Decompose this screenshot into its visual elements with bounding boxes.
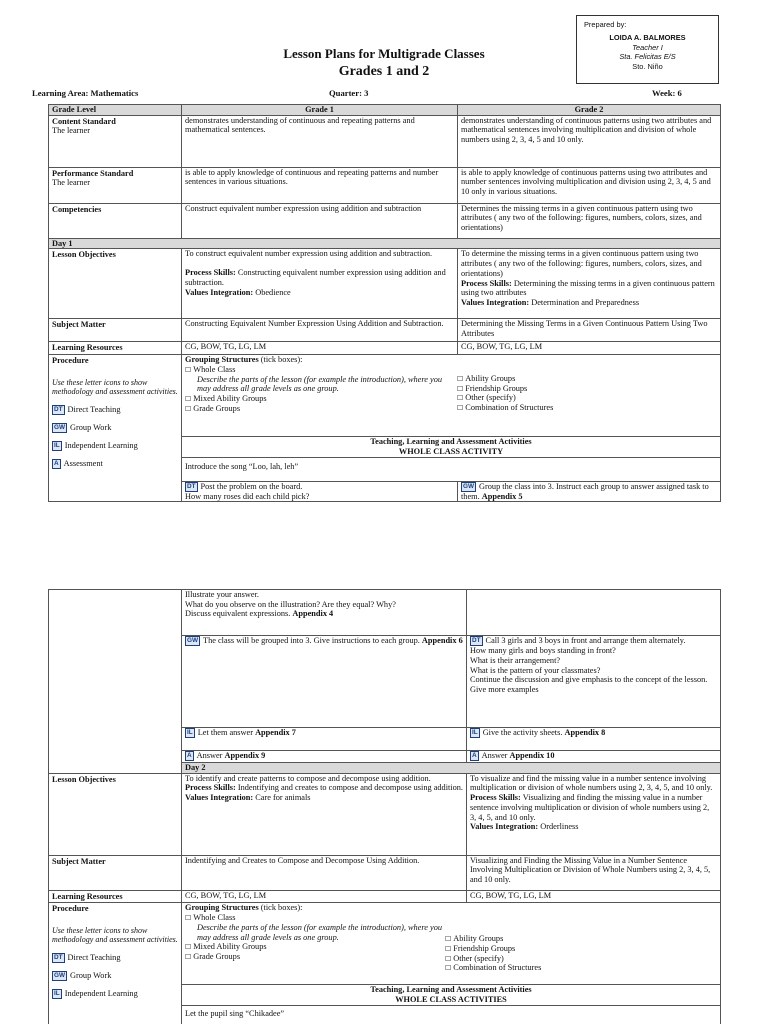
gw-icon: GW [54, 972, 66, 980]
il-icon: IL [472, 729, 478, 737]
appendix-9: Appendix 9 [224, 751, 266, 760]
day2-subject-matter-label: Subject Matter [49, 855, 182, 890]
process-skills-label: Process Skills: [461, 278, 512, 288]
day2-resources-row [49, 890, 721, 903]
dt-icon: DT [187, 482, 196, 490]
school-name: Sta. Felicitas E/S [619, 52, 676, 62]
day2-g1-process-skills: Indentifying and creates to compose and decompose using addition. [235, 783, 463, 793]
day1-row [49, 238, 721, 249]
process-skills-label: Process Skills: [470, 793, 521, 803]
day2-g2-objective: To visualize and find the missing value in a number sentence involving multiplication or division of whole numbers using 2, 3, 4, 5, and 10 only. [470, 773, 713, 793]
g2-question-3: What is the pattern of your classmates? [470, 665, 601, 675]
g2-subject-matter: Determining the Missing Terms in a Given Continuous Pattern Using Two Attributes [458, 319, 721, 342]
il-icon: IL [54, 441, 60, 449]
il-icon: IL [187, 729, 193, 737]
values-integration-label: Values Integration: [470, 822, 539, 832]
learning-resources-label: Learning Resources [49, 342, 182, 355]
process-skills-label: Process Skills: [185, 268, 236, 278]
grade-groups-label: Grade Groups [193, 403, 241, 413]
a-icon: A [472, 752, 477, 760]
g2-a-text: Answer [481, 751, 508, 760]
day2-g2-process-skills: Visualizing and finding the missing value in a number sentence involving multiplication or division of whole numbers using 2, 3, 4, 5, and 10 only. [470, 793, 710, 822]
g2-process-skills: Determining the missing terms in a given continuous pattern using two attributes [461, 278, 715, 298]
direct-teaching-label: Direct Teaching [67, 404, 121, 414]
g2-content-standard: demonstrates understanding of continuous patterns using two attributes and mathematical sentences involving multiplication and division of whole numbers using 2, 3, 4, 5 and 10 only. [458, 115, 721, 167]
page-title: Lesson Plans for Multigrade Classes [283, 46, 485, 61]
g1-competencies: Construct equivalent number expression using addition and subtraction [182, 203, 458, 238]
g1-dt-text-2: How many roses did each child pick? [185, 491, 310, 501]
procedure-label: Procedure [52, 356, 89, 366]
dt-icon: DT [54, 953, 63, 961]
icon-legend [52, 378, 178, 469]
gw-icon: GW [463, 482, 475, 490]
friendship-groups-label: Friendship Groups [453, 943, 516, 953]
other-checkbox[interactable]: ☐ Other (specify) [445, 953, 504, 963]
teacher-name: LOIDA A. BALMORES [609, 33, 686, 43]
g2-question-1: How many girls and boys standing in front? [470, 646, 616, 656]
p2-illustrate-row [49, 590, 721, 636]
day2-grouping-structures [182, 903, 721, 985]
appendix-6: Appendix 6 [421, 636, 463, 645]
mixed-ability-label: Mixed Ability Groups [193, 942, 267, 952]
g2-gw-text: Group the class into 3. Instruct each group to answer assigned task to them. [461, 481, 709, 501]
prepared-by-label: Prepared by: [584, 20, 627, 29]
g2-question-4: Continue the discussion and give emphasis to the concept of the lesson. [470, 675, 708, 685]
appendix-4: Appendix 4 [292, 609, 334, 619]
g1-values: Obedience [253, 287, 291, 297]
the-learner-label: The learner [52, 126, 91, 136]
competencies-row [49, 203, 721, 238]
learning-area: Learning Area: Mathematics [32, 88, 139, 98]
dt-icon: DT [54, 405, 63, 413]
mixed-ability-label: Mixed Ability Groups [193, 393, 267, 403]
grouping-title: Grouping Structures [185, 903, 259, 913]
g2-dt-text: Call 3 girls and 3 boys in front and arrange them alternately. [485, 636, 686, 645]
a-icon: A [187, 752, 192, 760]
grouping-describe: Describe the parts of the lesson (for example the introduction), where you may address all grade levels as one group. [197, 374, 443, 394]
group-work-label: Group Work [70, 422, 112, 432]
g1-dt-text: Post the problem on the board. [200, 481, 303, 491]
teacher-position: Teacher I [632, 42, 663, 52]
gw-icon: GW [54, 423, 66, 431]
g1-il-text: Let them answer [197, 728, 253, 737]
lesson-plan-table-page1 [48, 104, 721, 502]
day2-learning-resources-label: Learning Resources [49, 890, 182, 903]
quarter: Quarter: 3 [329, 88, 369, 98]
day2-g2-resources: CG, BOW, TG, LG, LM [467, 890, 721, 903]
g1-illustrate-1: Illustrate your answer. [185, 590, 259, 599]
other-label: Other (specify) [465, 393, 516, 403]
place-name: Sto. Niño [632, 61, 663, 71]
independent-learning-label: Independent Learning [64, 989, 138, 999]
grouping-title-tail: (tick boxes): [258, 903, 303, 913]
lesson-objectives-label: Lesson Objectives [49, 249, 182, 319]
friendship-groups-checkbox[interactable]: ☐ Friendship Groups [445, 943, 516, 953]
g1-process-skills: Constructing equivalent number expression using addition and subtraction. [185, 268, 446, 287]
dt-icon: DT [472, 637, 481, 645]
whole-class-label: Whole Class [193, 913, 236, 923]
grade1-header: Grade 1 [182, 105, 458, 116]
assessment-label: Assessment [63, 458, 103, 468]
content-standard-row [49, 115, 721, 167]
day2-legend-note: Use these letter icons to show methodology and assessment activities. [52, 926, 178, 945]
g2-performance-standard: is able to apply knowledge of continuous patterns using two attributes and number sentences involving multiplication and division using 2, 3, 4, 5 and 10 only in various situations. [458, 167, 721, 203]
day2-g2-subject-matter: Visualizing and Finding the Missing Value in a Number Sentence Involving Multiplication or Division of Whole Numbers using 2, 3, 4, 5, and 10 only. [467, 855, 721, 890]
day2-procedure-label: Procedure [52, 904, 89, 914]
other-checkbox[interactable]: ☐ Other (specify) [457, 393, 516, 403]
g2-values: Determination and Preparedness [529, 297, 640, 307]
values-integration-label: Values Integration: [461, 297, 530, 307]
gw-icon: GW [187, 637, 199, 645]
day2-g1-values: Care for animals [253, 793, 311, 803]
g1-performance-standard: is able to apply knowledge of continuous and repeating patterns and number sentences in various situations. [182, 167, 458, 203]
il-icon: IL [54, 990, 60, 998]
ability-groups-label: Ability Groups [465, 373, 516, 383]
day2-label: Day 2 [182, 763, 721, 774]
combination-label: Combination of Structures [453, 963, 542, 973]
day2-procedure-row [49, 903, 721, 985]
the-learner-label-2: The learner [52, 178, 91, 188]
day2-g2-values: Orderliness [538, 822, 579, 832]
appendix-5: Appendix 5 [481, 491, 523, 501]
competencies-label: Competencies [49, 203, 182, 238]
day2-objectives-row [49, 773, 721, 855]
g2-question-2: What is their arrangement? [470, 655, 561, 665]
whole-class-checkbox[interactable]: ☐ Whole Class [185, 913, 236, 923]
combination-label: Combination of Structures [465, 402, 554, 412]
g2-competencies: Determines the missing terms in a given continuous pattern using two attributes ( any two of the following: figures, numbers, colors, sizes, and orientations) [458, 203, 721, 238]
grouping-structures [182, 355, 721, 437]
lesson-plan-table-page2 [48, 589, 721, 1024]
other-label: Other (specify) [453, 953, 504, 963]
combination-checkbox[interactable]: ☐ Combination of Structures [445, 963, 542, 973]
day2-subject-matter-row [49, 855, 721, 890]
g1-content-standard: demonstrates understanding of continuous and repeating patterns and mathematical sentences. [182, 115, 458, 167]
combination-checkbox[interactable]: ☐ Combination of Structures [457, 402, 554, 412]
g1-illustrate-3: Discuss equivalent expressions. [185, 609, 291, 619]
g2-question-5: Give more examples [470, 684, 539, 694]
grouping-title: Grouping Structures [185, 355, 259, 365]
day2-tla-heading: Teaching, Learning and Assessment Activities [370, 985, 532, 995]
week: Week: 6 [652, 88, 682, 98]
values-integration-label: Values Integration: [185, 793, 254, 803]
ability-groups-label: Ability Groups [453, 934, 504, 944]
g2-objective: To determine the missing terms in a given continuous pattern using two attributes ( any two of the following: figures, numbers, colors, sizes, and orientations) [461, 249, 702, 278]
g1-objective: To construct equivalent number expression using addition and subtraction. [185, 249, 433, 259]
day2-intro: Let the pupil sing “Chikadee” [182, 1005, 721, 1024]
g1-resources: CG, BOW, TG, LG, LM [182, 342, 458, 355]
whole-class-checkbox[interactable]: ☐ Whole Class [185, 364, 236, 374]
direct-teaching-label: Direct Teaching [67, 952, 121, 962]
day1-resources-row [49, 342, 721, 355]
grouping-describe: Describe the parts of the lesson (for example the introduction), where you may address all grade levels as one group. [197, 922, 443, 942]
performance-standard-label: Performance Standard [52, 168, 134, 178]
a-icon: A [54, 459, 59, 467]
grade-groups-checkbox[interactable]: ☐ Grade Groups [185, 951, 241, 961]
appendix-7: Appendix 7 [255, 728, 296, 737]
independent-learning-label: Independent Learning [64, 440, 138, 450]
day2-g1-subject-matter: Indentifying and Creates to Compose and Decompose Using Addition. [182, 855, 467, 890]
table-header-row [49, 105, 721, 116]
group-work-label: Group Work [70, 970, 112, 980]
whole-class-activities-heading: WHOLE CLASS ACTIVITIES [395, 995, 507, 1005]
friendship-groups-label: Friendship Groups [465, 383, 528, 393]
g2-il-text: Give the activity sheets. [482, 728, 563, 737]
appendix-8: Appendix 8 [564, 728, 606, 737]
day1-label: Day 1 [49, 238, 721, 249]
day1-intro: Introduce the song “Loo, lah, leh” [182, 457, 721, 481]
content-standard-label: Content Standard [52, 116, 116, 126]
day2-lesson-objectives-label: Lesson Objectives [49, 773, 182, 855]
grade2-header: Grade 2 [458, 105, 721, 116]
grade-groups-checkbox[interactable]: ☐ Grade Groups [185, 403, 241, 413]
day1-subject-matter-row [49, 319, 721, 342]
day1-procedure-row [49, 355, 721, 437]
legend-note: Use these letter icons to show methodology and assessment activities. [52, 377, 178, 397]
g1-subject-matter: Constructing Equivalent Number Expression Using Addition and Subtraction. [182, 319, 458, 342]
grade-level-header: Grade Level [49, 105, 182, 116]
day2-g1-objective: To identify and create patterns to compose and decompose using addition. [185, 773, 431, 783]
g1-illustrate-2: What do you observe on the illustration? Are they equal? Why? [185, 599, 396, 609]
grade-groups-label: Grade Groups [193, 951, 241, 961]
mixed-ability-checkbox[interactable]: ☐ Mixed Ability Groups [185, 942, 267, 952]
mixed-ability-checkbox[interactable]: ☐ Mixed Ability Groups [185, 393, 267, 403]
grouping-title-tail: (tick boxes): [258, 355, 303, 365]
whole-class-label: Whole Class [193, 364, 236, 374]
performance-standard-row [49, 167, 721, 203]
tla-heading: Teaching, Learning and Assessment Activities [370, 437, 532, 447]
ability-groups-checkbox[interactable]: ☐ Ability Groups [445, 934, 504, 944]
whole-class-activity-heading: WHOLE CLASS ACTIVITY [398, 446, 504, 456]
day2-g1-resources: CG, BOW, TG, LG, LM [182, 890, 467, 903]
day1-objectives-row [49, 249, 721, 319]
values-integration-label: Values Integration: [185, 287, 254, 297]
subject-matter-label: Subject Matter [49, 319, 182, 342]
appendix-10: Appendix 10 [509, 751, 555, 760]
process-skills-label: Process Skills: [185, 783, 236, 793]
g1-a-text: Answer [196, 751, 223, 760]
ability-groups-checkbox[interactable]: ☐ Ability Groups [457, 373, 516, 383]
day2-icon-legend [52, 926, 178, 999]
page-subtitle: Grades 1 and 2 [338, 64, 430, 79]
g1-gw-text: The class will be grouped into 3. Give instructions to each group. [203, 636, 420, 645]
g2-resources: CG, BOW, TG, LG, LM [458, 342, 721, 355]
friendship-groups-checkbox[interactable]: ☐ Friendship Groups [457, 383, 528, 393]
